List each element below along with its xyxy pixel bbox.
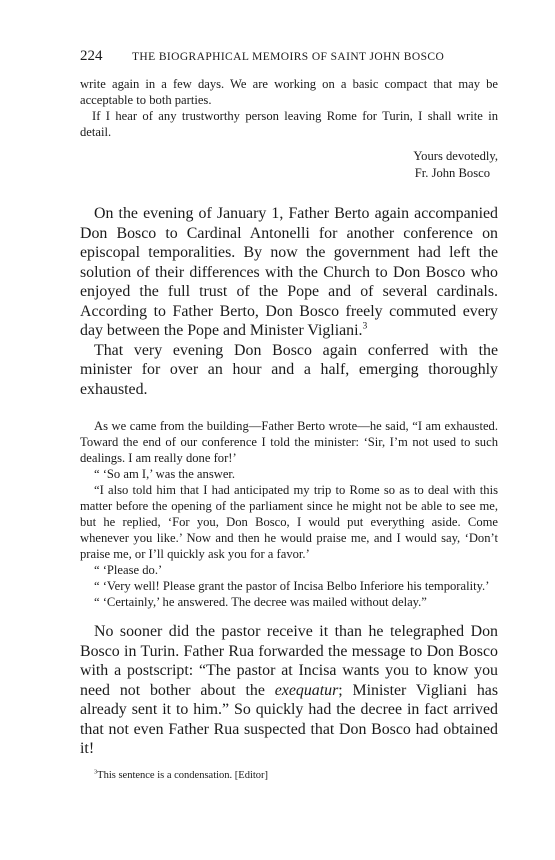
quote-paragraph-1: As we came from the building—Father Berto wrote—he said, “I am exhausted. Toward the end of our conference I told the minister: ‘Sir, I’m not used to such dealings. I am really done for!’: [80, 419, 498, 465]
body-paragraph-1: [80, 204, 498, 341]
body-paragraph-3-text-b: ; Minister Vigliani has already sent it to him.” So quickly had the decree in fact arrived that not even Father Rua suspected that Don Bosco had obtained it!: [80, 681, 499, 757]
body-paragraph-3: [80, 622, 498, 759]
block-quote: [80, 418, 498, 610]
page: [80, 48, 498, 783]
italic-term: exequatur: [274, 681, 339, 699]
letter-closing: Yours devotedly,: [413, 149, 498, 163]
body-paragraph-2: That very evening Don Bosco again conferred with the minister for over an hour and a half, emerging thoroughly exhausted.: [80, 341, 498, 398]
running-head: THE BIOGRAPHICAL MEMOIRS OF SAINT JOHN BOSCO: [132, 51, 445, 63]
quote-paragraph-3: “I also told him that I had anticipated my trip to Rome so as to deal with this matter before the opening of the parliament since he might not be able to see me, but he replied, ‘For you, Don Bosco, I would put everything aside. Come whenever you like.’ Now and then he would praise me, and I would say, ‘Don’t praise me, or I’ll quickly ask you for a favor.’: [80, 483, 498, 561]
page-number: 224: [80, 48, 103, 64]
footnote-mark: 3: [94, 768, 98, 775]
quote-paragraph-5: “ ‘Very well! Please grant the pastor of Incisa Belbo Inferiore his temporality.’: [94, 579, 490, 593]
quote-paragraph-2: “ ‘So am I,’ was the answer.: [94, 467, 236, 481]
quote-paragraph-4: “ ‘Please do.’: [94, 563, 163, 577]
letter-signature: Fr. John Bosco: [414, 166, 490, 180]
footnote-reference: 3: [362, 320, 368, 332]
footnote-text: This sentence is a condensation. [Editor]: [97, 769, 269, 781]
body-paragraph-3-text-a: No sooner did the pastor receive it than he telegraphed Don Bosco in Turin. Father Rua forwarded the message to Don Bosco with a postscript: “The pastor at Incisa wants you to know you need not bother about the: [80, 623, 498, 699]
footnote: [80, 769, 498, 783]
letter-paragraph-1: write again in a few days. We are working on a basic compact that may be acceptable to both parties.: [80, 77, 498, 107]
letter-paragraph-2: If I hear of any trustworthy person leaving Rome for Turin, I shall write in detail.: [80, 109, 498, 139]
body-paragraph-1-text: On the evening of January 1, Father Berto again accompanied Don Bosco to Cardinal Antonelli for another conference on episcopal temporalities. By now the government had left the solution of their differences with the Church to Don Bosco who enjoyed the full trust of the Pope and of several cardinals. According to Father Berto, Don Bosco freely commuted every day between the Pope and Minister Vigliani.: [80, 205, 498, 339]
quote-paragraph-6: “ ‘Certainly,’ he answered. The decree was mailed without delay.”: [94, 595, 427, 609]
letter-signature-block: [80, 148, 498, 182]
page-header: [80, 48, 498, 70]
